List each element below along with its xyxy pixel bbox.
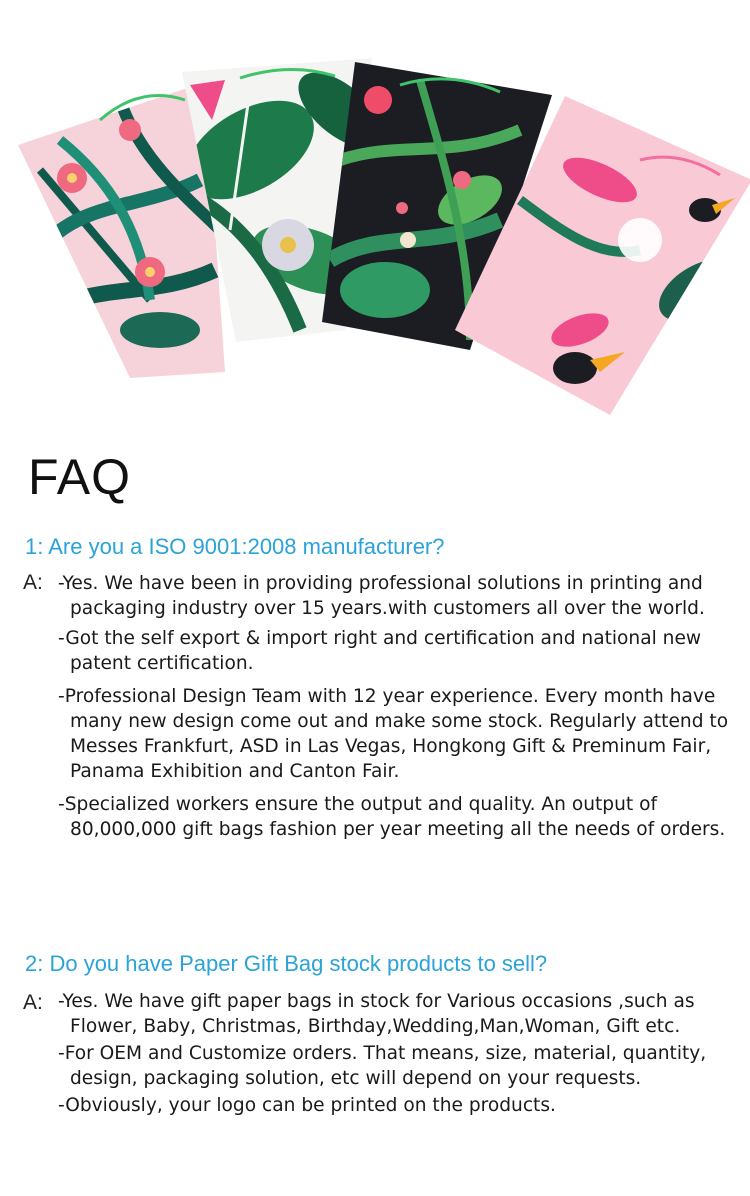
faq-answer-list-2 (58, 989, 748, 1118)
answer-marker-1: A: (23, 571, 43, 594)
faq-heading: FAQ (28, 449, 132, 505)
tropical-gift-bags-illustration (0, 0, 750, 430)
product-image (0, 0, 750, 430)
answer-item: -Obviously, your logo can be printed on the products. (58, 1095, 556, 1116)
answer-item: -Got the self export & import right and certification and national new patent certification. (58, 628, 702, 674)
faq-question-2: 2: Do you have Paper Gift Bag stock products to sell? (25, 951, 548, 976)
faq-question-1: 1: Are you a ISO 9001:2008 manufacturer? (25, 534, 445, 559)
answer-item: -For OEM and Customize orders. That means, size, material, quantity, design, packaging solution, etc will depend on your requests. (58, 1043, 707, 1089)
answer-item: -Professional Design Team with 12 year experience. Every month have many new design come out and make some stock. Regularly attend to Messes Frankfurt, ASD in Las Vegas, Hongkong Gift & Preminum Fair, Panama Exhibition and Canton Fair. (58, 686, 729, 782)
answer-item: -Specialized workers ensure the output and quality. An output of 80,000,000 gift bags fashion per year meeting all the needs of orders. (58, 794, 726, 840)
answer-marker-2: A: (23, 991, 43, 1014)
faq-answer-list-1 (58, 571, 748, 842)
answer-item: -Yes. We have gift paper bags in stock for Various occasions ,such as Flower, Baby, Christmas, Birthday,Wedding,Man,Woman, Gift etc. (58, 991, 695, 1037)
answer-item: -Yes. We have been in providing professional solutions in printing and packaging industry over 15 years.with customers all over the world. (58, 573, 705, 619)
